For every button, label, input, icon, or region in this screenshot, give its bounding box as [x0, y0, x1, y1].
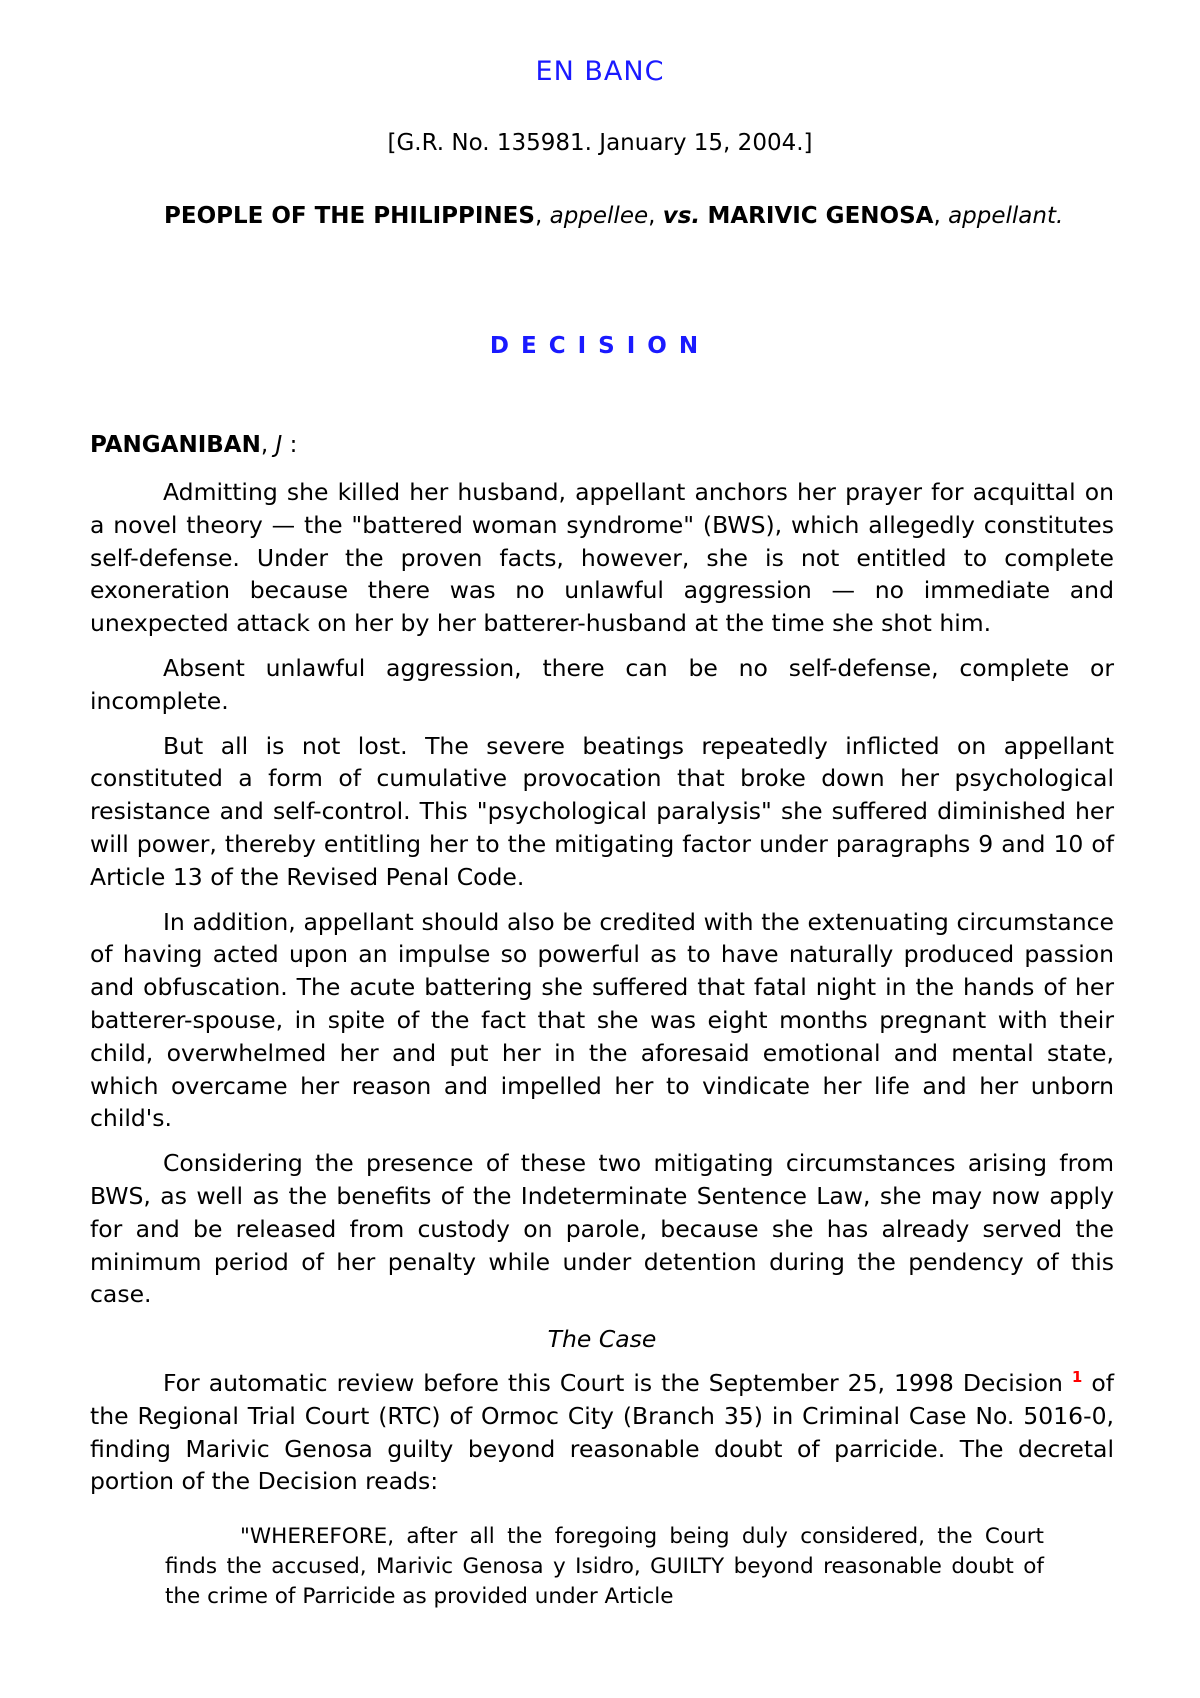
defendant-name: MARIVIC GENOSA: [707, 203, 934, 229]
plaintiff-role: appellee: [549, 203, 649, 229]
decision-body: [90, 476, 1114, 1612]
court-division: EN BANC: [535, 56, 665, 87]
case-parties: PEOPLE OF THE PHILIPPINES, appellee, vs. MARIVIC GENOSA, appellant.: [164, 203, 1064, 229]
footnote-link[interactable]: 1: [1071, 1368, 1083, 1387]
ponente-title: J: [275, 432, 283, 458]
case-text-after: of the Regional Trial Court (RTC) of Ormoc City (Branch 35) in Criminal Case No. 5016-0, finding Marivic Genosa guilty beyond reasonable doubt of parricide. The decretal portion of the Decision reads:: [90, 1368, 1114, 1496]
plaintiff-name: PEOPLE OF THE PHILIPPINES: [164, 203, 535, 229]
ponente-line: PANGANIBAN, J :: [90, 432, 298, 458]
case-number: [G.R. No. 135981. January 15, 2004.]: [387, 130, 813, 156]
decision-heading: DECISION: [489, 333, 711, 359]
defendant-role: appellant.: [948, 203, 1064, 229]
body-paragraph: Admitting she killed her husband, appellant anchors her prayer for acquittal on a novel theory — the "battered woman syndrome" (BWS), which allegedly constitutes self-defense. Under the proven facts, however, she is not entitled to complete exoneration because there was no unlawful aggression — no immediate and unexpected attack on her by her batterer-husband at the time she shot him.: [90, 478, 1114, 638]
quoted-decision: "WHEREFORE, after all the foregoing being duly considered, the Court finds the accused, Marivic Genosa y Isidro, GUILTY beyond reasonable doubt of the crime of Parricide as provided under Article: [165, 1524, 1044, 1610]
case-paragraph: [90, 1367, 1114, 1498]
versus-label: vs.: [662, 203, 701, 229]
ponente-suffix: :: [282, 432, 298, 458]
section-heading: The Case: [547, 1325, 657, 1354]
body-paragraph: But all is not lost. The severe beatings repeatedly inflicted on appellant constituted a form of cumulative provocation that broke down her psychological resistance and self-control. This "psychological paralysis" she suffered diminished her will power, thereby entitling her to the mitigating factor under paragraphs 9 and 10 of Article 13 of the Revised Penal Code.: [90, 731, 1114, 891]
body-paragraph: Absent unlawful aggression, there can be no self-defense, complete or incomplete.: [90, 653, 1114, 715]
body-paragraph: In addition, appellant should also be credited with the extenuating circumstance of having acted upon an impulse so powerful as to have naturally produced passion and obfuscation. The acute battering she suffered that fatal night in the hands of her batterer-spouse, in spite of the fact that she was eight months pregnant with their child, overwhelmed her and put her in the aforesaid emotional and mental state, which overcame her reason and impelled her to vindicate her life and her unborn child's.: [90, 907, 1114, 1133]
body-paragraph: Considering the presence of these two mitigating circumstances arising from BWS, as well as the benefits of the Indeterminate Sentence Law, she may now apply for and be released from custody on parole, because she has already served the minimum period of her penalty while under detention during the pendency of this case.: [90, 1149, 1114, 1309]
case-text-before: For automatic review before this Court is the September 25, 1998 Decision: [163, 1368, 1063, 1397]
ponente-name: PANGANIBAN: [90, 432, 261, 458]
